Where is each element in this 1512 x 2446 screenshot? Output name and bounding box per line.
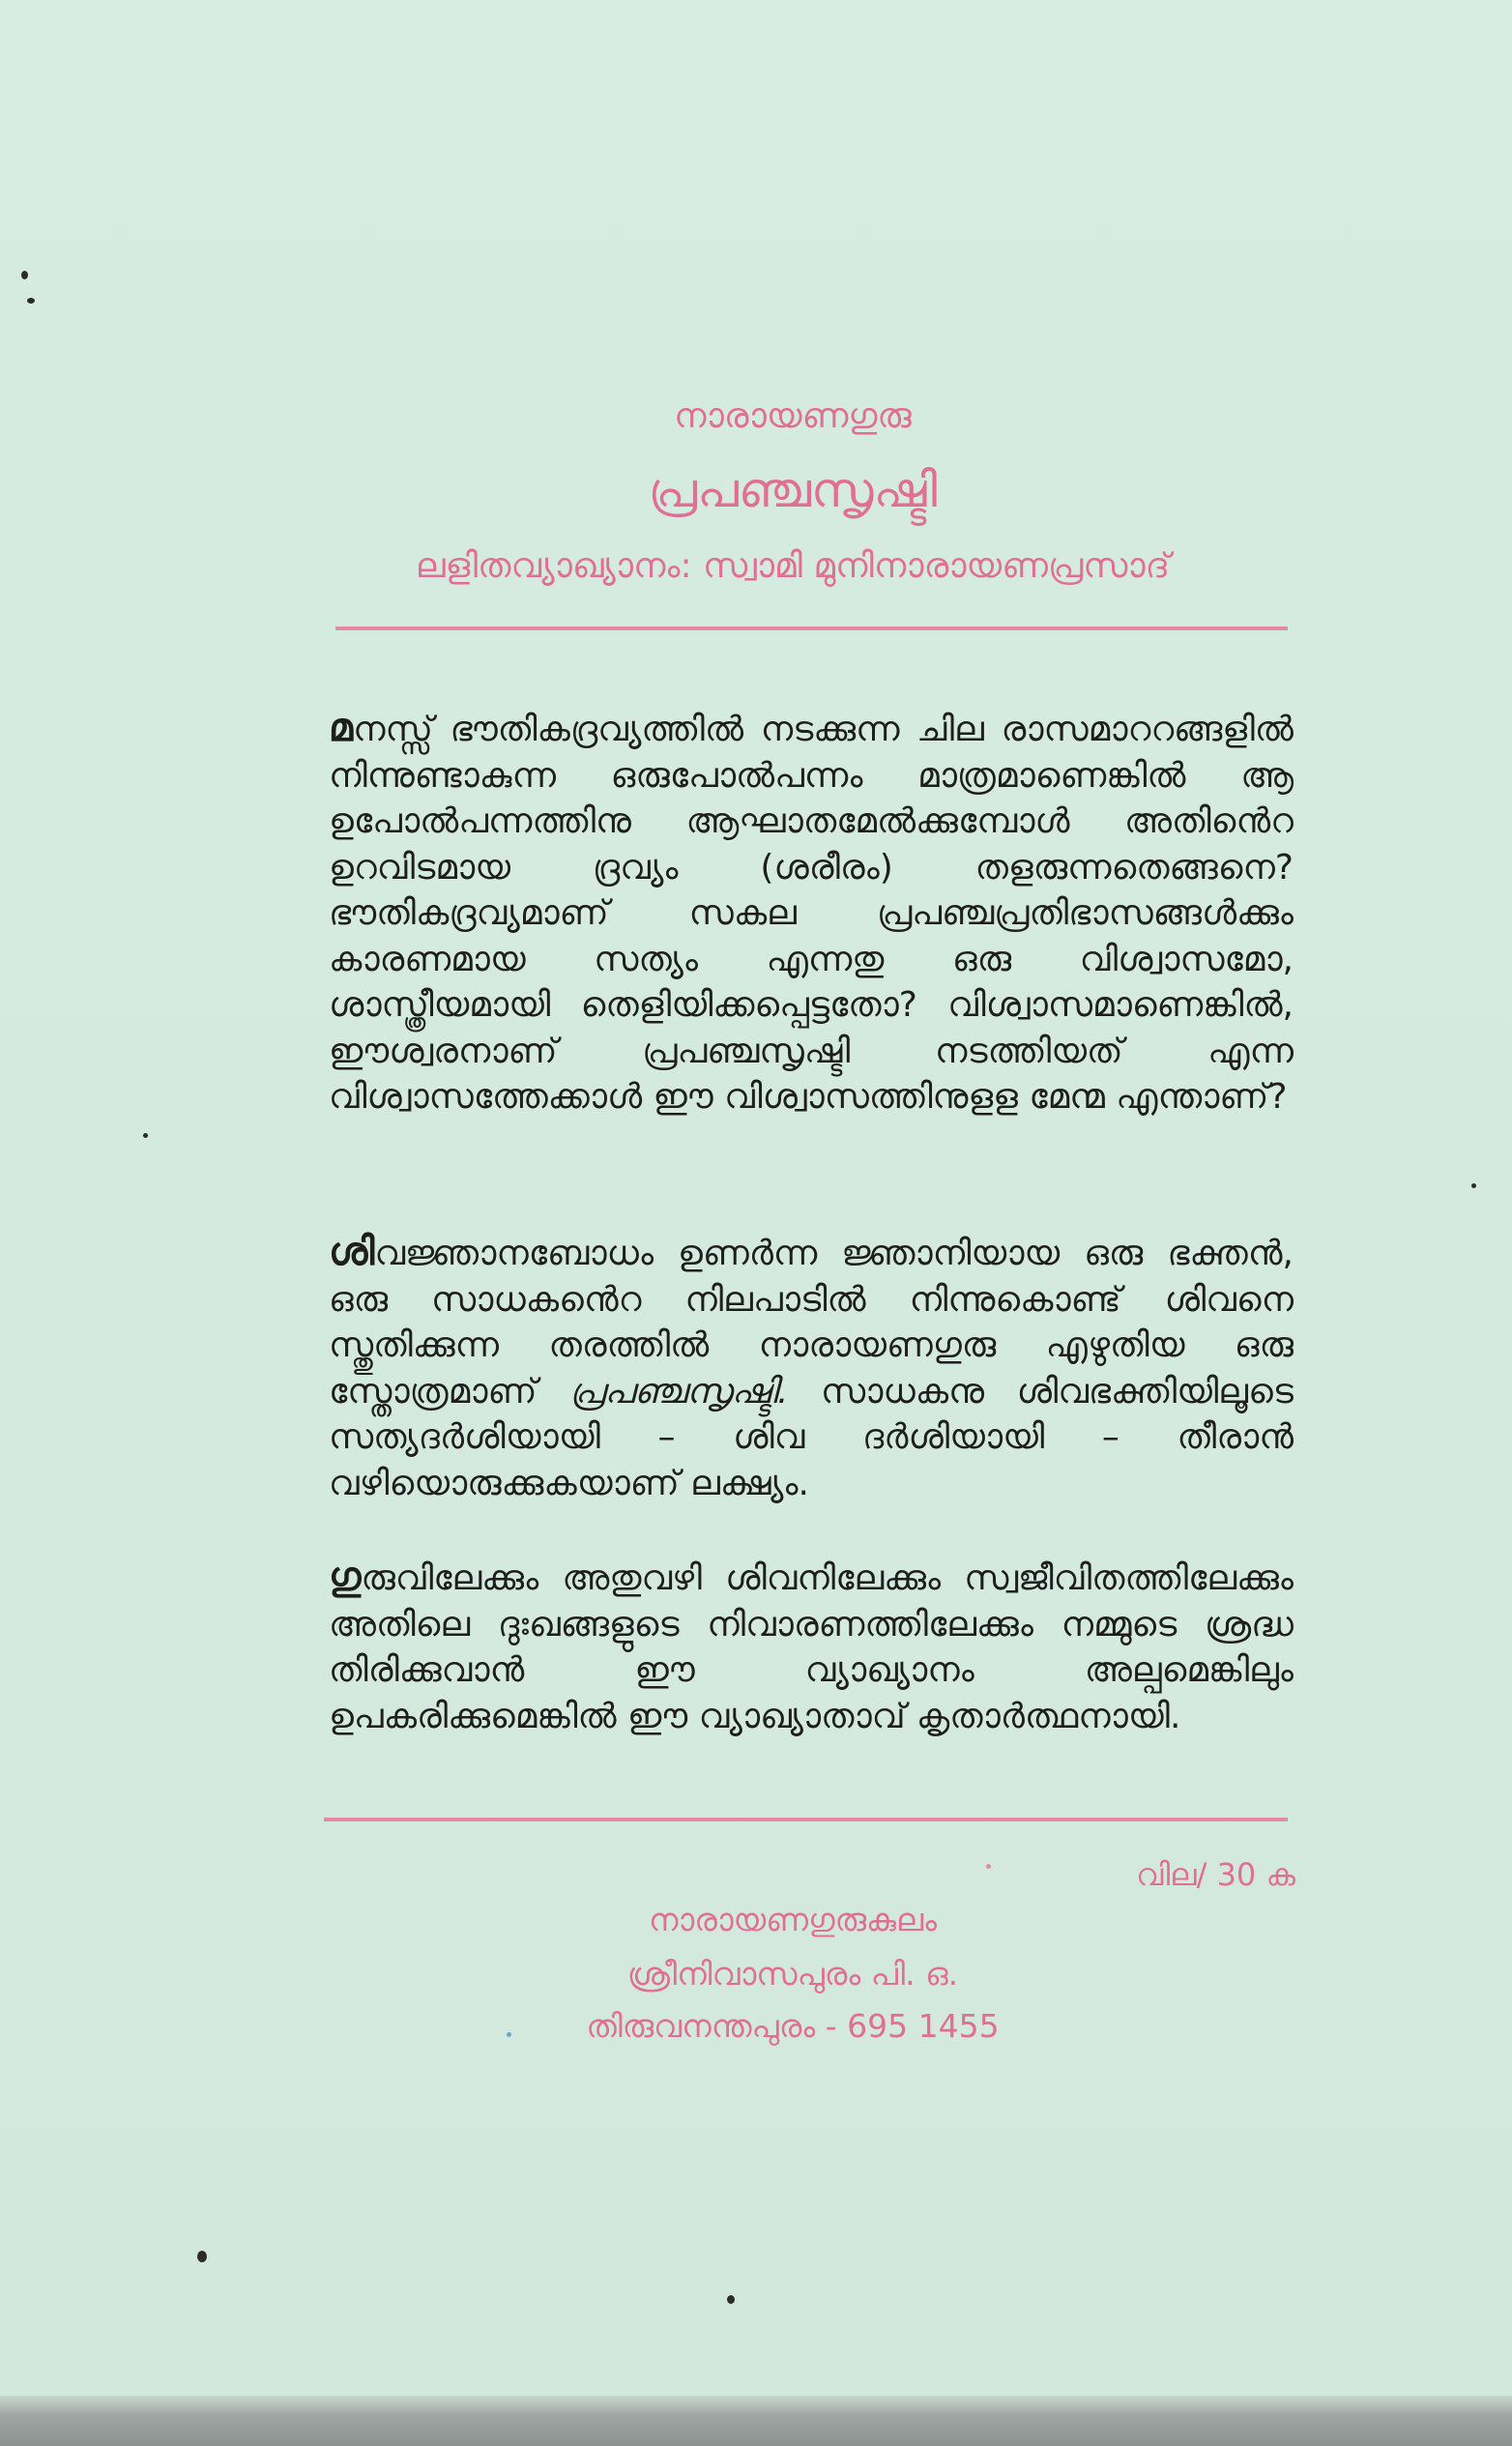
publisher-city: തിരുവനന്തപുരം - 695 1455 <box>586 2007 1000 2045</box>
scan-bottom-edge <box>0 2396 1512 2446</box>
publisher-name: നാരായണഗുരുകുലം <box>648 1901 938 1938</box>
author-name: നാരായണഗുരു <box>674 396 912 436</box>
paragraph-text: സാധകനു ശിവഭക്തിയിലൂടെ സത്യദർശിയായി – ശിവ ദർശിയായി – തീരാൻ വഴിയൊരുക്കുകയാണ് ലക്ഷ്യം. <box>329 1371 1294 1503</box>
blurb-paragraph <box>329 1230 1294 1506</box>
paragraph-text: നസ്സ് ഭൗതികദ്രവ്യത്തിൽ നടക്കുന്ന ചില രാസമാററങ്ങളിൽ നിന്നുണ്ടാകുന്ന ഒരുപോൽപന്നം മാത്രമാണെങ്കിൽ ആ ഉപോൽപന്നത്തിനു ആഘാതമേൽക്കുമ്പോൾ അതിൻെറ ഉറവിടമായ ദ്രവ്യം (ശരീരം) തളരുന്നതെങ്ങനെ? ഭൗതികദ്രവ്യമാണ് സകല പ്രപഞ്ചപ്രതിഭാസങ്ങൾക്കും കാരണമായ സത്യം എന്നതു ഒരു വിശ്വാസമോ, ശാസ്ത്രീയമായി തെളിയിക്കപ്പെട്ടതോ? വിശ്വാസമാണെങ്കിൽ, ഈശ്വരനാണ് പ്രപഞ്ചസൃഷ്ടി നടത്തിയത് എന്ന വിശ്വാസത്തേക്കാൾ ഈ വിശ്വാസത്തിനുളള മേന്മ എന്താണ്? <box>329 710 1294 1117</box>
ink-speck <box>21 271 28 279</box>
ink-speck <box>197 2251 207 2262</box>
ink-speck <box>1471 1183 1476 1188</box>
blurb-paragraph <box>329 706 1294 1121</box>
paragraph-initial: ഗു <box>329 1555 362 1599</box>
paragraph-text: രുവിലേക്കും അതുവഴി ശിവനിലേക്കും സ്വജീവിതത്തിലേക്കും അതിലെ ദുഃഖങ്ങളുടെ നിവാരണത്തിലേക്കും നമ്മുടെ ശ്രദ്ധ തിരിക്കുവാൻ ഈ വ്യാഖ്യാനം അല്പമെങ്കിലും ഉപകരിക്കുമെങ്കിൽ ഈ വ്യാഖ്യാതാവ് കൃതാർത്ഥനായി. <box>329 1558 1294 1736</box>
ink-speck <box>986 1864 991 1869</box>
top-divider <box>335 626 1288 630</box>
paragraph-initial: മ <box>329 706 354 750</box>
price-label: വില/ 30 ക <box>1136 1856 1295 1893</box>
paragraph-text: വജ്ഞാനബോധം ഉണർന്ന ജ്ഞാനിയായ ഒരു ഭക്തൻ, ഒരു സാധകൻെറ നിലപാടിൽ നിന്നുകൊണ്ട് ശിവനെ സ്തുതിക്കുന്ന തരത്തിൽ നാരായണഗുരു എഴുതിയ ഒരു സ്തോത്രമാണ് <box>329 1234 1294 1412</box>
publisher-post: ശ്രീനിവാസപുരം പി. ഒ. <box>626 1955 959 1993</box>
commentary-credit: ലളിതവ്യാഖ്യാനം: സ്വാമി മുനിനാരായണപ്രസാദ് <box>415 546 1171 586</box>
bottom-divider <box>324 1818 1288 1821</box>
blurb-paragraph <box>329 1555 1294 1739</box>
ink-speck <box>27 298 35 304</box>
book-title: പ്രപഞ്ചസൃഷ്ടി <box>648 462 938 518</box>
ink-speck <box>143 1133 148 1138</box>
work-title-italic: പ്രപഞ്ചസൃഷ്ടി. <box>568 1371 789 1412</box>
ink-speck <box>727 2295 735 2304</box>
paragraph-initial: ശി <box>329 1230 375 1274</box>
